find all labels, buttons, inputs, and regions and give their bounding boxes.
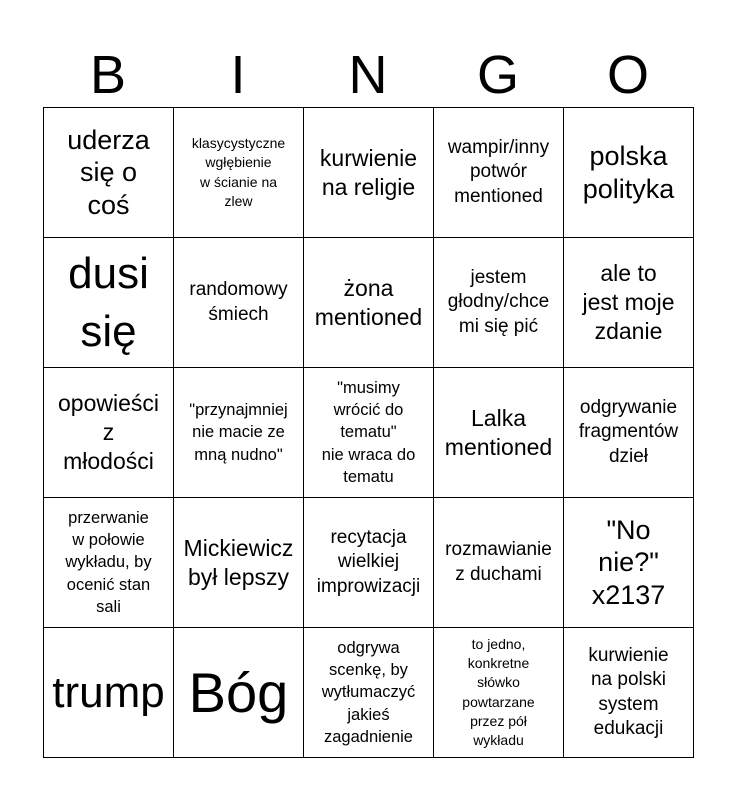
bingo-cell-r2-c2[interactable] bbox=[174, 238, 304, 368]
cell-text: Bóg bbox=[188, 660, 289, 724]
bingo-cell-r5-c5[interactable] bbox=[564, 628, 694, 758]
bingo-cell-r5-c4[interactable] bbox=[434, 628, 564, 758]
header-letter-g: G bbox=[476, 45, 519, 105]
bingo-cell-r2-c1[interactable] bbox=[44, 238, 174, 368]
bingo-cell-r2-c5[interactable] bbox=[564, 238, 694, 368]
cell-text: żona mentioned bbox=[314, 274, 423, 330]
cell-text: kurwienie na religie bbox=[319, 144, 418, 200]
header-letter-i: I bbox=[230, 45, 246, 105]
cell-text: to jedno, konkretne słówko powtarzane przez pół wykładu bbox=[462, 636, 535, 748]
cell-text: Mickiewicz był lepszy bbox=[183, 534, 294, 590]
bingo-cell-r2-c4[interactable] bbox=[434, 238, 564, 368]
bingo-cell-r5-c2[interactable] bbox=[174, 628, 304, 758]
cell-text: trump bbox=[52, 667, 165, 717]
cell-text: opowieści z młodości bbox=[58, 390, 159, 474]
bingo-cell-r5-c1[interactable] bbox=[44, 628, 174, 758]
cell-text: odgrywa scenkę, by wytłumaczyć jakieś zagadnienie bbox=[321, 639, 416, 746]
cell-text: recytacja wielkiej improwizacji bbox=[316, 527, 421, 597]
cell-text: Lalka mentioned bbox=[444, 404, 553, 460]
bingo-cell-r4-c1[interactable] bbox=[44, 498, 174, 628]
bingo-cell-r1-c5[interactable] bbox=[564, 108, 694, 238]
bingo-cell-r3-c1[interactable] bbox=[44, 368, 174, 498]
cell-text: ale to jest moje zdanie bbox=[582, 260, 675, 344]
cell-text: uderza się o coś bbox=[67, 124, 150, 220]
cell-text: przerwanie w połowie wykładu, by ocenić stan sali bbox=[65, 509, 152, 616]
bingo-cell-r4-c5[interactable] bbox=[564, 498, 694, 628]
bingo-cell-r3-c5[interactable] bbox=[564, 368, 694, 498]
header-letter-n: N bbox=[348, 45, 388, 105]
cell-text: wampir/inny potwór mentioned bbox=[447, 137, 550, 207]
cell-text: kurwienie na polski system edukacji bbox=[588, 644, 669, 739]
cell-text: odgrywanie fragmentów dzieł bbox=[578, 397, 679, 467]
bingo-cell-r4-c3[interactable] bbox=[304, 498, 434, 628]
bingo-cell-r1-c1[interactable] bbox=[44, 108, 174, 238]
bingo-header bbox=[43, 44, 693, 106]
bingo-cell-r1-c2[interactable] bbox=[174, 108, 304, 238]
bingo-cell-r3-c3[interactable] bbox=[304, 368, 434, 498]
bingo-cell-r3-c2[interactable] bbox=[174, 368, 304, 498]
cell-text: rozmawianie z duchami bbox=[445, 539, 552, 585]
header-letter-o: O bbox=[606, 45, 649, 105]
cell-text: jestem głodny/chce mi się pić bbox=[447, 267, 550, 337]
bingo-cell-r4-c4[interactable] bbox=[434, 498, 564, 628]
cell-text: "musimy wrócić do tematu" nie wraca do tematu bbox=[321, 379, 416, 486]
bingo-cell-r5-c3[interactable] bbox=[304, 628, 434, 758]
cell-text: polska polityka bbox=[582, 141, 675, 204]
bingo-cell-r4-c2[interactable] bbox=[174, 498, 304, 628]
bingo-cell-r3-c4[interactable] bbox=[434, 368, 564, 498]
cell-text: "przynajmniej nie macie ze mną nudno" bbox=[189, 401, 288, 464]
cell-text: randomowy śmiech bbox=[189, 279, 288, 325]
cell-text: dusi się bbox=[68, 249, 149, 356]
bingo-board bbox=[43, 107, 694, 758]
header-letter-b: B bbox=[89, 45, 127, 105]
bingo-cell-r2-c3[interactable] bbox=[304, 238, 434, 368]
bingo-cell-r1-c4[interactable] bbox=[434, 108, 564, 238]
cell-text: klasycystyczne wgłębienie w ścianie na zlew bbox=[191, 135, 286, 209]
cell-text: "No nie?" x2137 bbox=[591, 514, 666, 610]
bingo-cell-r1-c3[interactable] bbox=[304, 108, 434, 238]
